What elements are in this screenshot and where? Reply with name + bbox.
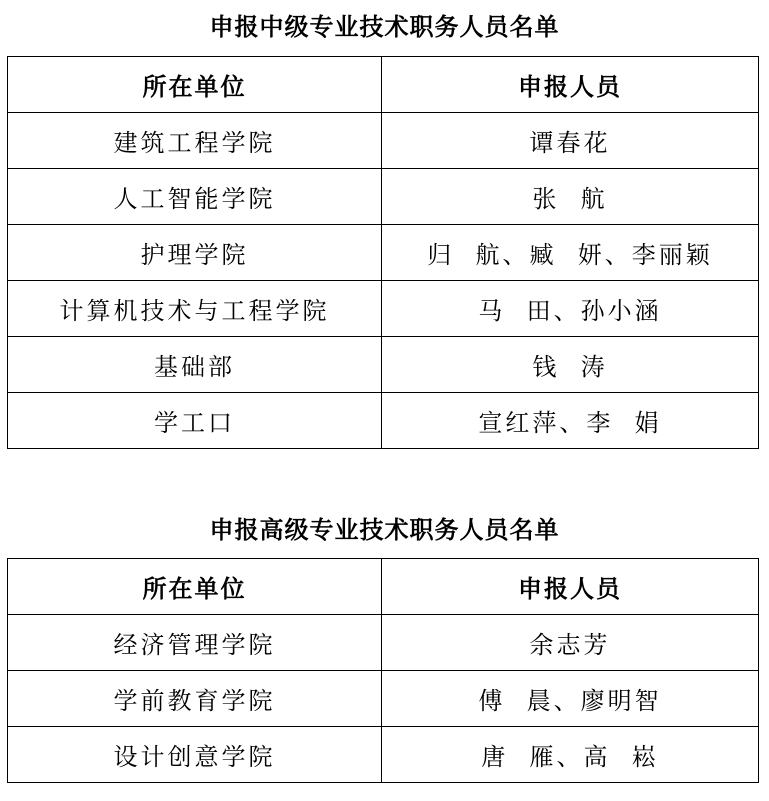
- unit-cell: 计算机技术与工程学院: [8, 281, 382, 337]
- table-header-row: [8, 559, 759, 615]
- intermediate-roster-table: [7, 56, 759, 449]
- unit-cell: 设计创意学院: [8, 727, 382, 783]
- header-applicants: 申报人员: [382, 559, 759, 615]
- applicants-cell: 唐 雁、高 崧: [382, 727, 759, 783]
- table-row: [8, 169, 759, 225]
- applicants-cell: 傅 晨、廖明智: [382, 671, 759, 727]
- unit-cell: 建筑工程学院: [8, 113, 382, 169]
- applicants-cell: 归 航、臧 妍、李丽颖: [382, 225, 759, 281]
- table-row: [8, 671, 759, 727]
- section-title-senior: 申报高级专业技术职务人员名单: [209, 515, 560, 544]
- header-applicants: 申报人员: [382, 57, 759, 113]
- applicants-cell: 钱 涛: [382, 337, 759, 393]
- applicants-cell: 张 航: [382, 169, 759, 225]
- table-row: [8, 225, 759, 281]
- applicants-cell: 余志芳: [382, 615, 759, 671]
- table-row: [8, 113, 759, 169]
- unit-cell: 经济管理学院: [8, 615, 382, 671]
- header-unit: 所在单位: [8, 57, 382, 113]
- table-row: [8, 393, 759, 449]
- table-row: [8, 337, 759, 393]
- applicants-cell: 谭春花: [382, 113, 759, 169]
- table-row: [8, 281, 759, 337]
- applicants-cell: 马 田、孙小涵: [382, 281, 759, 337]
- table-row: [8, 615, 759, 671]
- applicants-cell: 宣红萍、李 娟: [382, 393, 759, 449]
- unit-cell: 基础部: [8, 337, 382, 393]
- unit-cell: 护理学院: [8, 225, 382, 281]
- unit-cell: 人工智能学院: [8, 169, 382, 225]
- unit-cell: 学前教育学院: [8, 671, 382, 727]
- table-header-row: [8, 57, 759, 113]
- senior-roster-table: [7, 558, 759, 783]
- header-unit: 所在单位: [8, 559, 382, 615]
- table-row: [8, 727, 759, 783]
- unit-cell: 学工口: [8, 393, 382, 449]
- section-title-intermediate: 申报中级专业技术职务人员名单: [209, 12, 560, 41]
